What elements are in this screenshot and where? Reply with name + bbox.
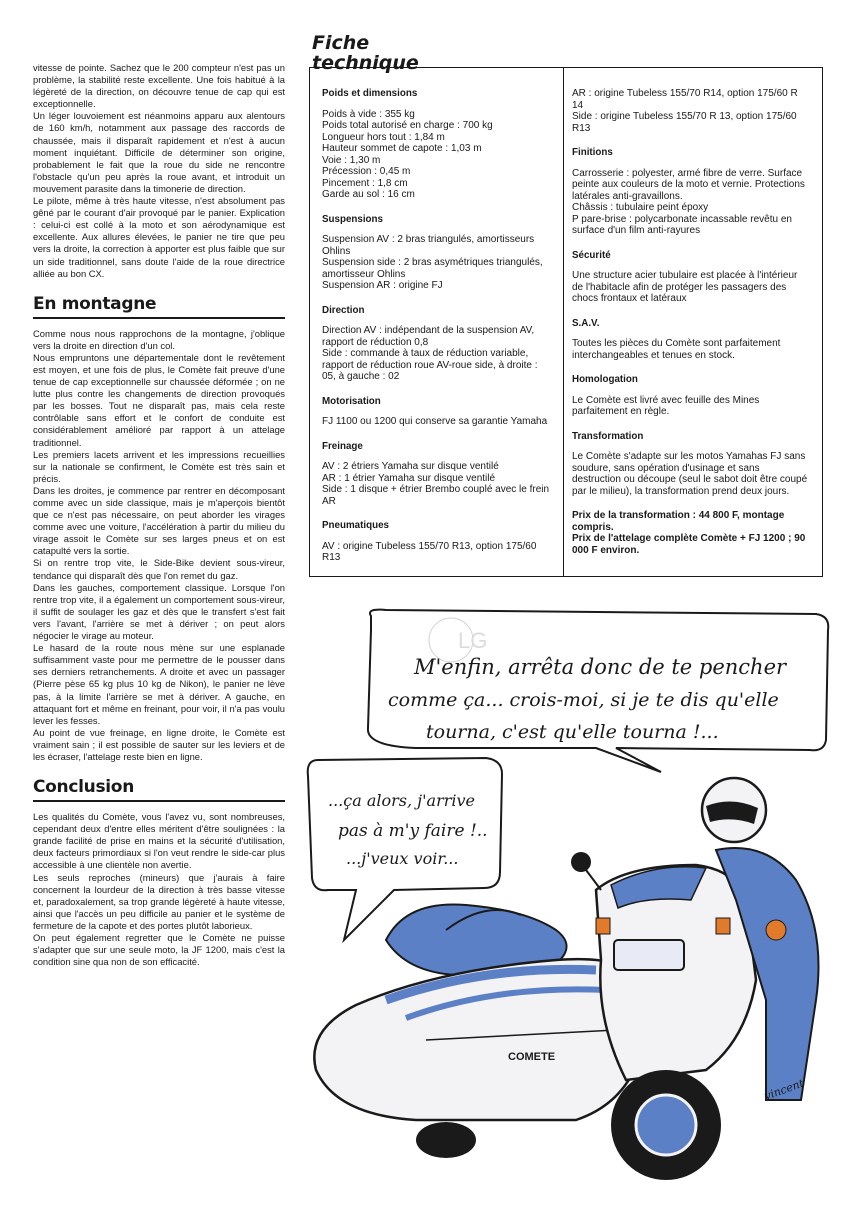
- intro-paragraph: Un léger louvoiement est néanmoins apparu aux alentours de 160 km/h, notamment aux passage des raccords de chaussée, mais il disparaît rapidement et n'est à aucun moment inquiétant. Difficile de déterminer son origine, probablement le fait que la roue du side ne rencontre l'obstacle qu'un peu après la roue avant, et introduit un mouvement parasite dans la timonerie de direction.: [33, 110, 285, 194]
- spec-body: [572, 270, 810, 305]
- spec-heading: S.A.V.: [572, 317, 600, 329]
- spec-line: Side : origine Tubeless 155/70 R 13, option 175/60 R13: [572, 111, 797, 134]
- fiche-title-line: Fiche: [312, 32, 370, 54]
- spec-heading: Finitions: [572, 147, 613, 158]
- bubble1-line: comme ça... crois-moi, si je te dis qu'elle: [388, 689, 779, 711]
- spec-line: Suspension AR : origine FJ: [322, 280, 443, 291]
- montagne-paragraph: Dans les gauches, comportement classique. Lorsque l'on rentre trop vite, il a également un comportement sous-vireur, il suffit de soulager les gaz et dès que le transfert s'est fait vers l'avant, l'arrière se met à dériver ; on peut alors négocier le virage au moteur.: [33, 581, 285, 642]
- spec-line: Hauteur sommet de capote : 1,03 m: [322, 143, 482, 154]
- spec-section-transformation: [572, 431, 810, 498]
- spec-line: P pare-brise : polycarbonate incassable revêtu en surface d'un film anti-rayures: [572, 213, 792, 236]
- spec-line: Carrosserie : polyester, armé fibre de verre. Surface peinte aux couleurs de la moto et vernie. Protections latérales anti-gravaillons.: [572, 167, 805, 202]
- fiche-column-right: [572, 88, 810, 556]
- spec-section-homologation: [572, 374, 810, 418]
- montagne-paragraph: Si on rentre trop vite, le Side-Bike devient sous-vireur, tendance qui disparaît dès que l'on remet du gaz.: [33, 557, 285, 581]
- svg-text:LG: LG: [458, 628, 488, 653]
- spec-section-finitions: [572, 147, 810, 237]
- fiche-technique-box: [309, 67, 823, 577]
- spec-section-freinage: [322, 441, 554, 508]
- indicator-light: [596, 918, 610, 934]
- artist-signature: vincent: [762, 1076, 806, 1103]
- spec-heading: Pneumatiques: [322, 520, 389, 531]
- spec-line: Une structure acier tubulaire est placée à l'intérieur de l'habitacle afin de protéger les passagers des chocs frontaux et latéraux: [572, 270, 798, 304]
- left-column: [33, 62, 285, 968]
- montagne-paragraph: Au point de vue freinage, en ligne droite, le Comète est vraiment sain ; il est possible de sauter sur les leviers et de les écraser, l'attelage reste bien en ligne.: [33, 726, 285, 762]
- spec-line: FJ 1100 ou 1200 qui conserve sa garantie Yamaha: [322, 416, 548, 427]
- mirror-stalk: [586, 870, 601, 890]
- spec-line: Le Comète s'adapte sur les motos Yamahas FJ sans soudure, sans opération d'usinage et sans destruction ou découpe (seul le sabot doit être coupé par le milieu), la transformation prend deux jours.: [572, 451, 808, 497]
- bubble2-line: pas à m'y faire !..: [338, 821, 488, 841]
- spec-body: [572, 395, 810, 418]
- conclusion-heading: Conclusion: [33, 777, 285, 802]
- headlight: [614, 940, 684, 970]
- intro-text: [33, 62, 285, 280]
- spec-body: [322, 234, 554, 292]
- spec-heading: Direction: [322, 304, 365, 316]
- montagne-paragraph: Nous empruntons une départementale dont le revêtement est moyen, et une fois de plus, le Comète fait preuve d'une tenue de cap exceptionnelle sur chaussée déformée ; on ne lutte plus contre les changements de direction provoqués par les bosses. Tout ne disparaît pas, mais cela reste contrôlable sans effort et le confort de conduite est considérablement amélioré par rapport à un attelage traditionnel.: [33, 351, 285, 448]
- spec-line: Suspension AV : 2 bras triangulés, amortisseurs Ohlins: [322, 234, 535, 257]
- spec-line: Suspension side : 2 bras asymétriques triangulés, amortisseur Ohlins: [322, 257, 543, 280]
- comete-cartoon-illustration: [296, 600, 841, 1200]
- comete-label: COMETE: [508, 1051, 556, 1063]
- spec-line: Précession : 0,45 m: [322, 166, 411, 177]
- spec-section-direction: [322, 305, 554, 383]
- spec-line: Direction AV : indépendant de la suspension AV, rapport de réduction 0,8: [322, 325, 535, 348]
- spec-line: AV : 2 étriers Yamaha sur disque ventilé: [322, 461, 499, 472]
- conclusion-paragraph: Les seuls reproches (mineurs) que j'aurais à faire concernent la lourdeur de la direction à très basse vitesse et, paradoxalement, sa trop grande légèreté à haute vitesse, ainsi que l'accès un peu difficile au panier et le système de fermeture de la capote et des portes plutôt laborieux.: [33, 871, 285, 931]
- intro-paragraph: vitesse de pointe. Sachez que le 200 compteur n'est pas un problème, la stabilité reste excellente. Une fois habitué à la légèreté de la direction, on découvre tenue de cap qui est exceptionnelle.: [33, 62, 285, 110]
- conclusion-text: [33, 811, 285, 968]
- indicator-light: [716, 918, 730, 934]
- sidecar-wheel: [416, 1122, 476, 1158]
- montagne-paragraph: Dans les droites, je commence par rentrer en décomposant comme avec un side classique, mais je m'aperçois bientôt que ce n'est pas nécessaire, on peut aborder les virages comme avec une voiture, l'accélération à partir du milieu du virage assoit le Comète sur ses larges pneus et on est catapulté vers la sortie.: [33, 484, 285, 557]
- spec-line: AR : 1 étrier Yamaha sur disque ventilé: [322, 472, 496, 484]
- fiche-title-line: technique: [312, 52, 419, 74]
- bubble1-line: M'enfin, arrêta donc de te pencher: [414, 655, 787, 679]
- spec-heading: Freinage: [322, 440, 363, 452]
- spec-line: Garde au sol : 16 cm: [322, 189, 415, 200]
- montagne-heading-block: [33, 294, 285, 319]
- spec-section-suspensions: [322, 214, 554, 292]
- spec-heading: Sécurité: [572, 249, 611, 261]
- conclusion-paragraph: On peut également regretter que le Comète ne puisse s'adapter que sur une seule moto, la JF 1200, mais c'est la condition sine qua non de son efficacité.: [33, 932, 285, 968]
- spec-heading: Motorisation: [322, 395, 381, 407]
- price-attelage: Prix de l'attelage complète Comète + FJ 1200 ; 90 000 F environ.: [572, 533, 806, 556]
- bubble1-line: tourna, c'est qu'elle tourna !...: [426, 721, 719, 743]
- montagne-paragraph: Comme nous nous rapprochons de la montagne, j'oblique vers la droite en direction d'un col.: [33, 327, 285, 351]
- spec-body: [322, 109, 554, 201]
- spec-line: Side : commande à taux de réduction variable, rapport de réduction roue AV-roue side, à droite : 05, à gauche : 02: [322, 348, 538, 382]
- column-divider: [563, 68, 564, 576]
- sidecar-body: [314, 959, 646, 1120]
- spec-line: Longueur hors tout : 1,84 m: [322, 131, 445, 143]
- spec-section-pneumatiques: [322, 520, 554, 564]
- spec-body-continued: [572, 88, 810, 134]
- bubble2-line: ...ça alors, j'arrive: [328, 791, 475, 810]
- rider-hand: [766, 920, 786, 940]
- spec-body: [322, 541, 554, 564]
- spec-heading: Poids et dimensions: [322, 88, 418, 99]
- spec-line: Side : 1 disque + étrier Brembo couplé avec le frein AR: [322, 484, 550, 507]
- spec-heading: Homologation: [572, 374, 638, 385]
- spec-line: Toutes les pièces du Comète sont parfaitement interchangeables et tenues en stock.: [572, 338, 781, 361]
- conclusion-paragraph: Les qualités du Comète, vous l'avez vu, sont nombreuses, cependant deux d'entre elles méritent d'être soulignées : la grande facilité de prise en mains et la sécurité d'utilisation, deux facteurs primordiaux si l'on veut rendre le side-car plus accessible à une clientèle non avertie.: [33, 811, 285, 871]
- conclusion-heading-block: [33, 777, 285, 802]
- spec-body: [572, 451, 810, 497]
- price-transformation: Prix de la transformation : 44 800 F, montage compris.: [572, 510, 785, 533]
- spec-section-poids: [322, 88, 554, 201]
- montagne-heading: En montagne: [33, 294, 285, 319]
- spec-line: Voie : 1,30 m: [322, 154, 381, 166]
- spec-heading: Suspensions: [322, 213, 383, 225]
- spec-section-securite: [572, 250, 810, 305]
- spec-line: Le Comète est livré avec feuille des Mines parfaitement en règle.: [572, 394, 760, 417]
- spec-body: [322, 416, 554, 428]
- montagne-paragraph: Le hasard de la route nous mène sur une esplanade suffisamment vaste pour me permettre de le pousser dans ses derniers retranchements. A droite et avec un passager (Pierre pèse 65 kg plus 10 kg de Nikon), le panier ne lève pas, à la limite l'arrière se met à dériver. A gauche, en attaquant fort et même en freinant, pour voir, il n'a pas voulu lever les fesses.: [33, 642, 285, 726]
- spec-line: Poids total autorisé en charge : 700 kg: [322, 120, 493, 131]
- montagne-paragraph: Les premiers lacets arrivent et les impressions recueillies sur la nationale se confirment, le Comète est très sain et précis.: [33, 448, 285, 484]
- spec-body: [322, 325, 554, 383]
- montagne-text: [33, 328, 285, 763]
- spec-line: Poids à vide : 355 kg: [322, 108, 415, 120]
- spec-line: Pincement : 1,8 cm: [322, 177, 408, 189]
- intro-paragraph: Le pilote, même à très haute vitesse, n'est absolument pas gêné par le courant d'air provoqué par le panier. Explication : celui-ci est collé à la moto et son aérodynamique est excellente. Aux allures élevées, le panier ne tire que peu vers la droite, la correction à apporter est plus faible que sur un side traditionnel, sans doute l'aide de la roue directrice alliée au bon CX.: [33, 195, 285, 279]
- spec-section-motorisation: [322, 396, 554, 428]
- spec-section-sav: [572, 318, 810, 362]
- spec-heading: Transformation: [572, 430, 644, 442]
- mirror: [571, 852, 591, 872]
- spec-body: [572, 168, 810, 237]
- bubble2-line: ...j'veux voir...: [346, 849, 459, 868]
- fiche-column-left: [322, 88, 554, 577]
- spec-line: AV : origine Tubeless 155/70 R13, option 175/60 R13: [322, 540, 537, 563]
- spec-body: [572, 338, 810, 361]
- spec-body: [322, 461, 554, 507]
- spec-line: AR : origine Tubeless 155/70 R14, option 175/60 R 14: [572, 88, 798, 111]
- spec-line: Châssis : tubulaire peint époxy: [572, 202, 709, 213]
- front-wheel-rim: [636, 1095, 696, 1155]
